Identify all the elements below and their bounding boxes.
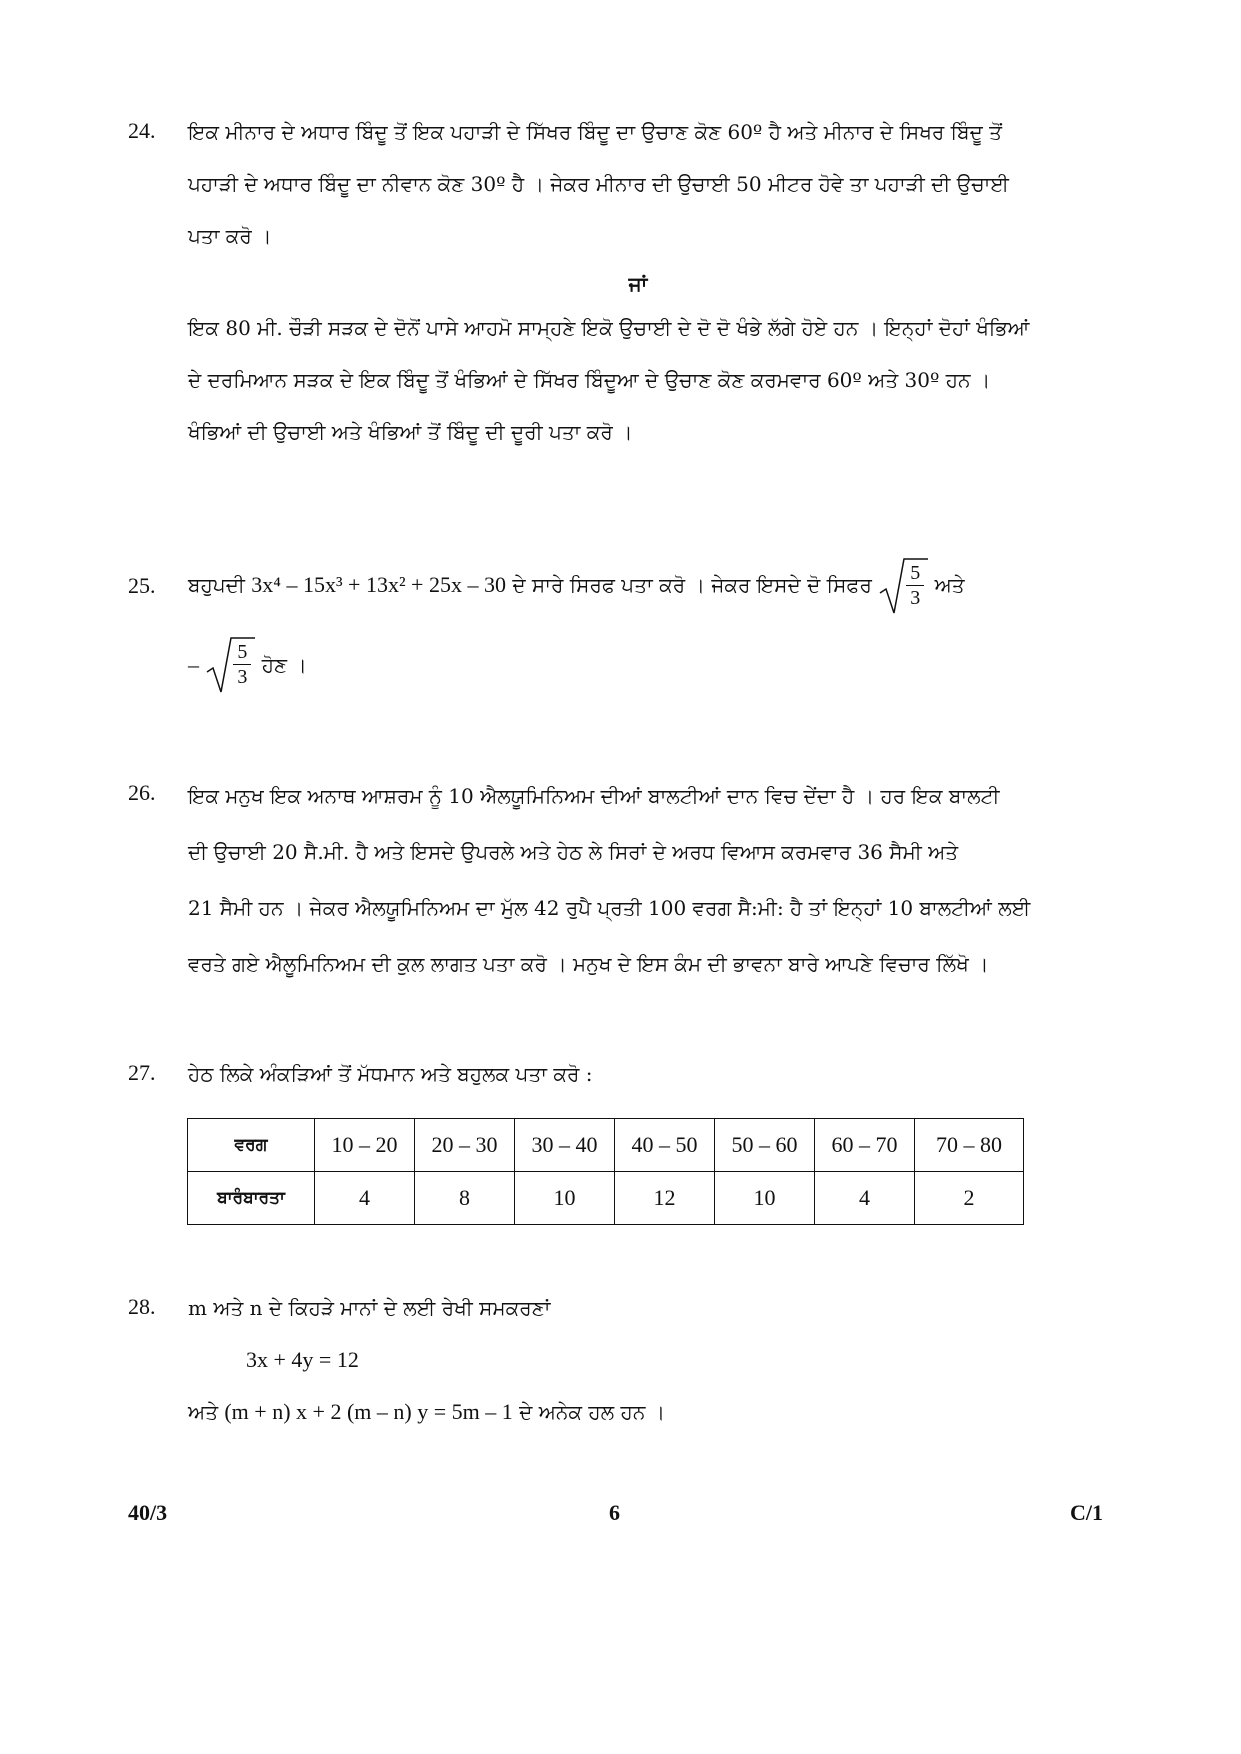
table-cell-class: 50 – 60 bbox=[715, 1119, 815, 1172]
question-25 bbox=[128, 555, 1088, 696]
q24-line-2: ਪਹਾੜੀ ਦੇ ਅਧਾਰ ਬਿੰਦੂ ਦਾ ਨੀਵਾਨ ਕੋਣ 30º ਹੈ । ਜੇਕਰ ਮੀਨਾਰ ਦੀ ਉਚਾਈ 50 ਮੀਟਰ ਹੋਵੇ ਤਾ ਪਹਾੜੀ ਦੀ ਉਚਾਈ bbox=[188, 172, 1009, 196]
q25-and: ਅਤੇ bbox=[934, 573, 965, 597]
question-body bbox=[188, 106, 1088, 262]
q25-line-2 bbox=[188, 635, 1088, 697]
polynomial: 3x⁴ – 15x³ + 13x² + 25x – 30 bbox=[251, 572, 506, 597]
footer-paper-code: 40/3 bbox=[128, 1500, 168, 1525]
q24-alt-line-3: ਖੰਭਿਆਂ ਦੀ ਉਚਾਈ ਅਤੇ ਖੰਭਿਆਂ ਤੋਂ ਬਿੰਦੂ ਦੀ ਦੂਰੀ ਪਤਾ ਕਰੋ । bbox=[188, 420, 633, 444]
q25-prefix: ਬਹੁਪਦੀ bbox=[188, 573, 245, 597]
q25-line-1 bbox=[188, 555, 1088, 617]
question-body bbox=[188, 555, 1088, 696]
table-cell-frequency: 12 bbox=[615, 1172, 715, 1225]
table-cell-class: 60 – 70 bbox=[815, 1119, 915, 1172]
q24-alt-line-1: ਇਕ 80 ਮੀ. ਚੌੜੀ ਸੜਕ ਦੇ ਦੋਨੋਂ ਪਾਸੇ ਆਹਮੋ ਸਾਮ੍ਹਣੇ ਇਕੋ ਉਚਾਈ ਦੇ ਦੋ ਦੋ ਖੰਭੇ ਲੱਗੇ ਹੋਏ ਹਨ । ਇਨ੍ਹਾਂ ਦੋਹਾਂ ਖੰਭਿਆਂ bbox=[188, 316, 1030, 340]
table-cell-class: 30 – 40 bbox=[515, 1119, 615, 1172]
q27-text: ਹੇਠ ਲਿਕੇ ਅੰਕੜਿਆਂ ਤੋਂ ਮੱਧਮਾਨ ਅਤੇ ਬਹੁਲਕ ਪਤਾ ਕਰੋ : bbox=[188, 1062, 593, 1086]
table-header-class: ਵਰਗ bbox=[188, 1119, 315, 1172]
q26-line-4: ਵਰਤੇ ਗਏ ਐਲੂਮਿਨਿਅਮ ਦੀ ਕੁਲ ਲਾਗਤ ਪਤਾ ਕਰੋ । ਮਨੁਖ ਦੇ ਇਸ ਕੰਮ ਦੀ ਭਾਵਨਾ ਬਾਰੇ ਆਪਣੇ ਵਿਚਾਰ ਲਿੱਖੋ । bbox=[188, 952, 989, 976]
q26-line-1: ਇਕ ਮਨੁਖ ਇਕ ਅਨਾਥ ਆਸ਼ਰਮ ਨੂੰ 10 ਐਲਯੂਮਿਨਿਅਮ ਦੀਆਂ ਬਾਲਟੀਆਂ ਦਾਨ ਵਿਚ ਦੇਂਦਾ ਹੈ । ਹਰ ਇਕ ਬਾਲਟੀ bbox=[188, 784, 1000, 808]
table-cell-class: 10 – 20 bbox=[315, 1119, 415, 1172]
question-number: 25. bbox=[128, 573, 156, 598]
table-header-frequency: ਬਾਰੰਬਾਰਤਾ bbox=[188, 1172, 315, 1225]
question-number: 27. bbox=[128, 1060, 156, 1085]
q25-middle: ਦੇ ਸਾਰੇ ਸਿਰਫ ਪਤਾ ਕਰੋ । ਜੇਕਰ ਇਸਦੇ ਦੋ ਸਿਫਰ bbox=[512, 573, 872, 597]
fraction bbox=[233, 640, 251, 689]
equation-2: (m + n) x + 2 (m – n) y = 5m – 1 bbox=[224, 1399, 513, 1424]
question-27 bbox=[128, 1048, 1088, 1225]
table-cell-frequency: 4 bbox=[815, 1172, 915, 1225]
q28-eq2-suffix: ਦੇ ਅਨੇਕ ਹਲ ਹਨ । bbox=[519, 1400, 666, 1424]
question-28 bbox=[128, 1282, 1088, 1438]
q28-eq2-prefix: ਅਤੇ bbox=[188, 1400, 218, 1424]
question-number: 24. bbox=[128, 118, 156, 143]
q24-alt-line-2: ਦੇ ਦਰਮਿਆਨ ਸੜਕ ਦੇ ਇਕ ਬਿੰਦੂ ਤੋਂ ਖੰਭਿਆਂ ਦੇ ਸਿੱਖਰ ਬਿੰਦੂਆ ਦੇ ਉਚਾਣ ਕੋਣ ਕਰਮਵਾਰ 60º ਅਤੇ 30º ਹਨ । bbox=[188, 368, 991, 392]
table-row-frequencies bbox=[188, 1172, 1024, 1225]
or-separator: ਜਾਂ bbox=[628, 272, 648, 296]
q28-equation-2-line bbox=[188, 1386, 1088, 1438]
table-cell-frequency: 4 bbox=[315, 1172, 415, 1225]
minus-sign: – bbox=[188, 651, 199, 677]
table-wrapper bbox=[187, 1118, 1088, 1225]
question-number: 26. bbox=[128, 780, 156, 805]
question-number: 28. bbox=[128, 1294, 156, 1319]
q24-line-1: ਇਕ ਮੀਨਾਰ ਦੇ ਅਧਾਰ ਬਿੰਦੂ ਤੋਂ ਇਕ ਪਹਾੜੀ ਦੇ ਸਿੱਖਰ ਬਿੰਦੂ ਦਾ ਉਚਾਣ ਕੋਣ 60º ਹੈ ਅਤੇ ਮੀਨਾਰ ਦੇ ਸਿਖਰ ਬਿੰਦੂ ਤੋਂ bbox=[188, 120, 1002, 144]
question-24 bbox=[128, 106, 1088, 458]
q28-text: m ਅਤੇ n ਦੇ ਕਿਹੜੇ ਮਾਨਾਂ ਦੇ ਲਈ ਰੇਖੀ ਸਮਕਰਣਾਂ bbox=[188, 1296, 551, 1320]
fraction bbox=[906, 561, 924, 610]
question-26 bbox=[128, 768, 1088, 992]
question-body bbox=[188, 768, 1088, 992]
equation-1: 3x + 4y = 12 bbox=[246, 1347, 359, 1372]
fraction-numerator: 5 bbox=[906, 561, 924, 586]
q24-line-3: ਪਤਾ ਕਰੋ । bbox=[188, 224, 272, 248]
question-alternative bbox=[188, 302, 1088, 458]
q26-line-3: 21 ਸੈਮੀ ਹਨ । ਜੇਕਰ ਐਲਯੂਮਿਨਿਅਮ ਦਾ ਮੁੱਲ 42 ਰੁਪੈ ਪ੍ਰਤੀ 100 ਵਰਗ ਸੈ:ਮੀ: ਹੈ ਤਾਂ ਇਨ੍ਹਾਂ 10 ਬਾਲਟੀਆਂ ਲਈ bbox=[188, 896, 1031, 920]
footer-set-code: C/1 bbox=[1070, 1500, 1103, 1525]
question-body bbox=[188, 1282, 1088, 1438]
question-body bbox=[188, 1048, 1088, 1100]
q25-suffix: ਹੋਣ । bbox=[261, 652, 307, 677]
frequency-table bbox=[187, 1118, 1024, 1225]
table-cell-frequency: 2 bbox=[915, 1172, 1024, 1225]
table-cell-frequency: 8 bbox=[415, 1172, 515, 1225]
table-cell-class: 20 – 30 bbox=[415, 1119, 515, 1172]
table-cell-frequency: 10 bbox=[515, 1172, 615, 1225]
fraction-denominator: 3 bbox=[910, 586, 921, 609]
footer-page-number: 6 bbox=[609, 1500, 620, 1525]
table-cell-class: 70 – 80 bbox=[915, 1119, 1024, 1172]
table-cell-frequency: 10 bbox=[715, 1172, 815, 1225]
table-cell-class: 40 – 50 bbox=[615, 1119, 715, 1172]
fraction-denominator: 3 bbox=[237, 666, 248, 688]
table-row-classes bbox=[188, 1119, 1024, 1172]
fraction-numerator: 5 bbox=[233, 640, 251, 665]
q26-line-2: ਦੀ ਉਚਾਈ 20 ਸੈ.ਮੀ. ਹੈ ਅਤੇ ਇਸਦੇ ਉਪਰਲੇ ਅਤੇ ਹੇਠ ਲੇ ਸਿਰਾਂ ਦੇ ਅਰਧ ਵਿਆਸ ਕਰਮਵਾਰ 36 ਸੈਮੀ ਅਤੇ bbox=[188, 840, 959, 864]
root-expression bbox=[878, 557, 928, 617]
root-expression bbox=[205, 636, 255, 696]
